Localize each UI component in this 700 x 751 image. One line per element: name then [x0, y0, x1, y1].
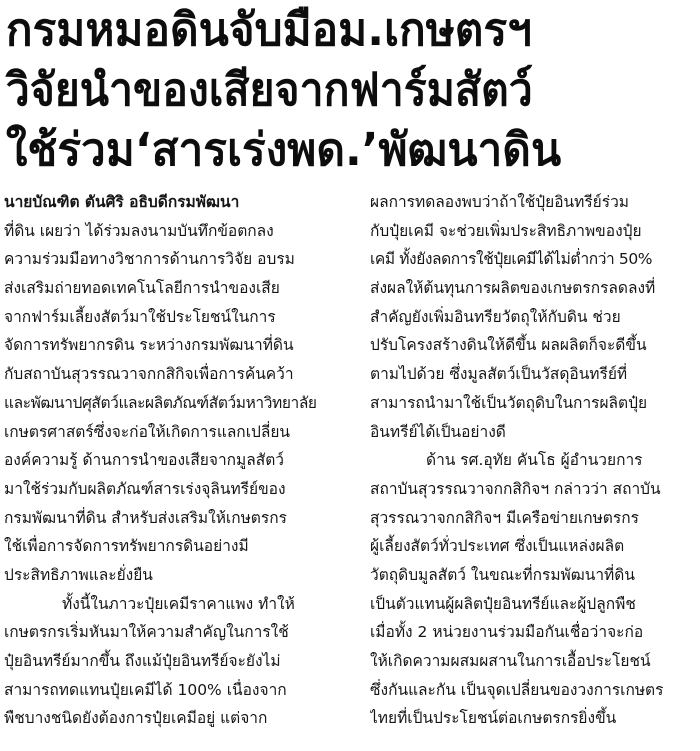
right-column — [370, 188, 696, 733]
body-line: ไทยที่เป็นประโยชน์ต่อเกษตรกรยิ่งขึ้น — [370, 709, 617, 728]
body-line: กับปุ๋ยเคมี จะช่วยเพิ่มประสิทธิภาพของปุ๋ย — [370, 221, 642, 240]
body-line: อินทรีย์ได้เป็นอย่างดี — [370, 422, 506, 441]
headline — [0, 0, 700, 180]
body-line: พืชบางชนิดยังต้องการปุ๋ยเคมีอยู่ แต่จาก — [4, 709, 268, 728]
body-line: และพัฒนาปศุสัตว์และผลิตภัณฑ์สัตว์มหาวิทยาลัย — [4, 393, 317, 412]
body-line: เป็นตัวแทนผู้ผลิตปุ๋ยอินทรีย์และผู้ปลูกพืช — [370, 594, 636, 613]
body-line: เมื่อทั้ง 2 หน่วยงานร่วมมือกันเชื่อว่าจะก่อ — [370, 623, 644, 642]
body-line: ความร่วมมือทางวิชาการด้านการวิจัย อบรม — [4, 250, 295, 269]
body-line: จากฟาร์มเลี้ยงสัตว์มาใช้ประโยชน์ในการ — [4, 307, 276, 326]
body-line: ปรับโครงสร้างดินให้ดีขึ้น ผลผลิตก็จะดีขึ้น — [370, 336, 647, 355]
body-line: ผลการทดลองพบว่าถ้าใช้ปุ๋ยอินทรีย์ร่วม — [370, 193, 629, 211]
body-line: สถาบันสุวรรณวาจกกสิกิจฯ กล่าวว่า สถาบัน — [370, 479, 661, 498]
body-line: สำคัญยังเพิ่มอินทรียวัตถุให้กับดิน ช่วย — [370, 307, 621, 326]
body-line: ส่งเสริมถ่ายทอดเทคโนโลยีการนำของเสีย — [4, 279, 280, 298]
body-line: มาใช้ร่วมกับผลิตภัณฑ์สารเร่งจุลินทรีย์ของ — [4, 479, 286, 498]
body-line: ให้เกิดความผสมผสานในการเอื้อประโยชน์ — [370, 652, 651, 670]
body-line: ทั้งนี้ในภาวะปุ๋ยเคมีราคาแพง ทำให้ — [62, 594, 295, 613]
body-line: ส่งผลให้ต้นทุนการผลิตของเกษตรกรลดลงที่ — [370, 279, 656, 298]
body-line: ประสิทธิภาพและยั่งยืน — [4, 565, 153, 584]
body-line: ผู้เลี้ยงสัตว์ทั่วประเทศ ซึ่งเป็นแหล่งผลิต — [370, 537, 625, 556]
body-line: นายบัณฑิต ตันศิริ อธิบดีกรมพัฒนา — [4, 193, 240, 211]
body-line: สามารถนำมาใช้เป็นวัตถุดิบในการผลิตปุ๋ย — [370, 393, 648, 412]
body-line: เคมี ทั้งยังลดการใช้ปุ๋ยเคมีได้ไม่ต่ำกว่า 50% — [370, 250, 653, 269]
headline-line-1: กรมหมอดินจับมือม.เกษตรฯ — [5, 3, 532, 56]
body-line: ใช้เพื่อการจัดการทรัพยากรดินอย่างมี — [4, 537, 249, 556]
body-line: เกษตรกรเริ่มหันมาให้ความสำคัญในการใช้ — [4, 623, 289, 642]
body-line: กับสถาบันสุวรรณวาจกกสิกิจเพื่อการค้นคว้า — [4, 365, 294, 384]
body-line: ซึ่งกันและกัน เป็นจุดเปลี่ยนของวงการเกษตร — [370, 680, 664, 699]
body-line: ด้าน รศ.อุทัย คันโธ ผู้อำนวยการ — [426, 451, 643, 470]
body-line: เกษตรศาสตร์ซึ่งจะก่อให้เกิดการแลกเปลี่ยน — [4, 422, 291, 441]
headline-line-2: วิจัยนำของเสียจากฟาร์มสัตว์ — [5, 63, 533, 116]
headline-line-3: ใช้ร่วม‘สารเร่งพด.’พัฒนาดิน — [5, 123, 562, 176]
article-body — [0, 188, 700, 751]
body-line: วัตถุดิบมูลสัตว์ ในขณะที่กรมพัฒนาที่ดิน — [370, 565, 635, 584]
body-line: ปุ๋ยอินทรีย์มากขึ้น ถึงแม้ปุ๋ยอินทรีย์จะยังไม่ — [4, 652, 281, 670]
body-line: องค์ความรู้ ด้านการนำของเสียจากมูลสัตว์ — [4, 451, 284, 470]
body-line: สุวรรณวาจกกสิกิจฯ มีเครือข่ายเกษตรกร — [370, 508, 639, 527]
body-line: สามารถทดแทนปุ๋ยเคมีได้ 100% เนื่องจาก — [4, 680, 287, 699]
body-line: ตามไปด้วย ซึ่งมูลสัตว์เป็นวัสดุอินทรีย์ที่ — [370, 365, 628, 384]
left-column — [4, 188, 348, 733]
body-line: กรมพัฒนาที่ดิน สำหรับส่งเสริมให้เกษตรกร — [4, 508, 287, 527]
body-line: ที่ดิน เผยว่า ได้ร่วมลงนามบันทึกข้อตกลง — [4, 221, 274, 240]
body-line: จัดการทรัพยากรดิน ระหว่างกรมพัฒนาที่ดิน — [4, 336, 294, 355]
